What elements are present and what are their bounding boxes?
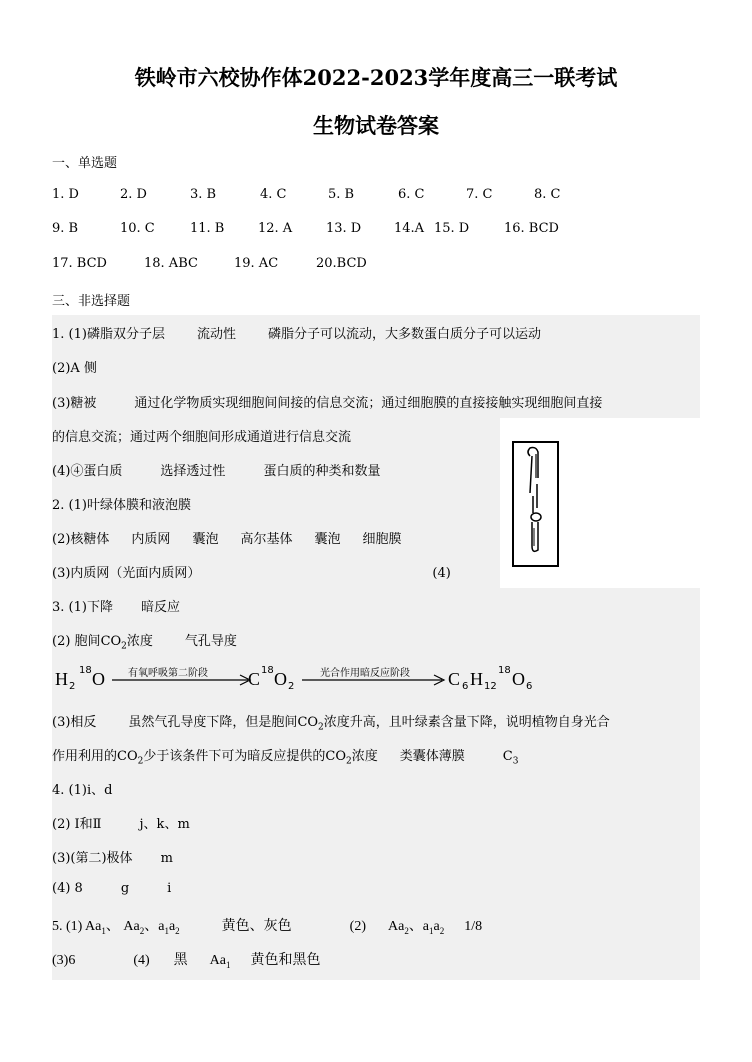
text: 2 (345, 756, 352, 767)
q2-line-2 (52, 528, 402, 547)
text: C (448, 669, 461, 689)
mc-row-3 (52, 256, 367, 271)
text: 内质网 (131, 532, 171, 547)
answer: 16. BCD (504, 221, 559, 236)
q3-line-4 (52, 745, 518, 767)
answer: 6. C (398, 187, 425, 202)
text: (3)相反 (52, 715, 97, 730)
q4-line-1: 4. (1)i、d (52, 783, 113, 798)
q4-line-4 (52, 881, 171, 896)
answer: 2. D (120, 187, 147, 202)
figure-panel (500, 418, 700, 588)
text: 黄色、灰色 (221, 919, 292, 934)
q1-line-4: 的信息交流；通过两个细胞间形成通道进行信息交流 (52, 430, 352, 445)
text: O (512, 669, 525, 689)
text: 磷脂分子可以流动，大多数蛋白质分子可以运动 (267, 327, 541, 342)
text: (4) (133, 953, 150, 968)
text: 浓度升高，且叶绿素含量下降，说明植物自身光合 (323, 715, 610, 730)
q5-line-2 (52, 949, 320, 970)
section-non-choice: 三、非选择题 (52, 294, 131, 309)
answer: 9. B (52, 221, 79, 236)
answer: 4. C (260, 187, 287, 202)
q4-line-2 (52, 813, 190, 832)
answer: 10. C (120, 221, 155, 236)
answer: 8. C (534, 187, 561, 202)
text: 黄色和黑色 (250, 953, 321, 968)
text: 12 (484, 681, 497, 692)
q2-line-3 (52, 562, 451, 581)
text: 1 (101, 925, 106, 936)
text: 1. (1)磷脂双分子层 (52, 327, 165, 342)
q1-line-3 (52, 392, 602, 411)
text: a (433, 919, 440, 934)
text: (4) (432, 566, 451, 581)
text: Aa (387, 919, 405, 934)
text: 1/8 (464, 919, 483, 934)
page-title: 铁岭市六校协作体2022-2023学年度高三一联考试 (134, 65, 618, 90)
isotope-equation (52, 662, 552, 692)
text: 类囊体薄膜 (399, 749, 465, 764)
answer: 13. D (326, 221, 362, 236)
text: CO (297, 715, 319, 730)
answer: 18. ABC (144, 256, 198, 271)
text: 6 (526, 681, 533, 692)
text: 18 (498, 665, 511, 676)
answer: 3. B (190, 187, 217, 202)
text: 18 (261, 665, 274, 676)
reaction-arrow-icon (300, 662, 450, 692)
answer: 5. B (328, 187, 355, 202)
text: 2 (318, 722, 324, 733)
text: H (55, 669, 68, 689)
text: (4)④蛋白质 (52, 464, 123, 479)
text: 选择透过性 (160, 464, 226, 479)
answer: 1. D (52, 187, 79, 202)
text: 通过化学物质实现细胞间间接的信息交流；通过细胞膜的直接接触实现细胞间直接 (134, 396, 603, 411)
text: 6 (462, 681, 469, 692)
text: g (120, 881, 130, 896)
text: Aa (209, 953, 226, 968)
answer: 20.BCD (316, 256, 367, 271)
text: 1 (429, 925, 434, 936)
text: C (248, 669, 261, 689)
text: (3)(第二)极体 (52, 851, 133, 866)
text: 黑 (173, 953, 188, 968)
text: (3)糖被 (52, 396, 97, 411)
text: i (167, 881, 172, 896)
q3-line-1 (52, 596, 180, 615)
text: a (168, 919, 176, 934)
mc-row-2 (52, 221, 559, 236)
text: (2)核糖体 (52, 532, 110, 547)
text: 气孔导度 (184, 634, 237, 649)
text: j、k、m (139, 817, 190, 832)
text: 浓度 (351, 749, 378, 764)
text: 细胞膜 (362, 532, 402, 547)
text: 2 (139, 925, 145, 936)
arrow-label: 有氧呼吸第二阶段 (128, 668, 208, 679)
text: (2) (349, 919, 366, 934)
text: 暗反应 (140, 600, 180, 615)
text: 囊泡 (314, 532, 341, 547)
text: 5. (1) Aa (52, 919, 102, 934)
text: (2) 胞间 (52, 634, 101, 649)
answer: 19. AC (234, 256, 279, 271)
text: (4) 8 (52, 881, 83, 896)
q1-line-1 (52, 323, 541, 342)
text: 、a (408, 919, 430, 934)
text: (3)6 (52, 953, 76, 968)
text: 1 (164, 925, 169, 936)
text: O (92, 669, 105, 689)
chromosome-diagram-icon (500, 418, 700, 588)
text: CO (325, 749, 346, 764)
text: m (160, 851, 173, 866)
text: 作用利用的 (52, 749, 118, 764)
page-subtitle: 生物试卷答案 (313, 113, 439, 138)
text: 2 (288, 681, 295, 692)
q3-line-2 (52, 630, 237, 652)
answer: 11. B (190, 221, 225, 236)
text: (3)内质网（光面内质网） (52, 566, 201, 581)
text: O (274, 669, 287, 689)
text: 流动性 (196, 327, 236, 342)
text: 、 Aa (105, 919, 140, 934)
answer: 7. C (466, 187, 493, 202)
text: 1 (225, 959, 231, 970)
answer: 15. D (434, 221, 470, 236)
text: 、a (144, 919, 165, 934)
q5-line-1 (52, 915, 482, 936)
text: 18 (79, 665, 92, 676)
text: 虽然气孔导度下降，但是胞间 (128, 715, 298, 730)
q3-line-3 (52, 711, 610, 733)
text: CO (100, 634, 122, 649)
arrow-label: 光合作用暗反应阶段 (320, 668, 410, 679)
q1-line-2: (2)A 侧 (52, 361, 97, 376)
text: CO (117, 749, 138, 764)
text: 2 (121, 641, 127, 652)
text: 3. (1)下降 (52, 600, 113, 615)
q4-line-3 (52, 847, 173, 866)
text: H (470, 669, 483, 689)
text: 2 (439, 925, 445, 936)
answer: 12. A (258, 221, 293, 236)
text: (2) Ⅰ和Ⅱ (52, 817, 102, 832)
text: 2 (137, 756, 144, 767)
text: 囊泡 (192, 532, 219, 547)
q2-line-1: 2. (1)叶绿体膜和液泡膜 (52, 498, 191, 513)
text: 3 (512, 756, 519, 767)
reaction-arrow-icon (110, 662, 260, 692)
text: 2 (69, 681, 76, 692)
text: 蛋白质的种类和数量 (263, 464, 381, 479)
q1-line-5 (52, 460, 380, 479)
answer: 14.A (394, 221, 425, 236)
mc-row-1 (52, 187, 560, 202)
text: 少于该条件下可为暗反应提供的 (143, 749, 326, 764)
answer: 17. BCD (52, 256, 107, 271)
text: 高尔基体 (240, 532, 293, 547)
text: 2 (404, 925, 409, 936)
text: 浓度 (126, 634, 153, 649)
text: C (502, 749, 513, 764)
text: 2 (175, 925, 180, 936)
section-single-choice: 一、单选题 (52, 156, 118, 171)
